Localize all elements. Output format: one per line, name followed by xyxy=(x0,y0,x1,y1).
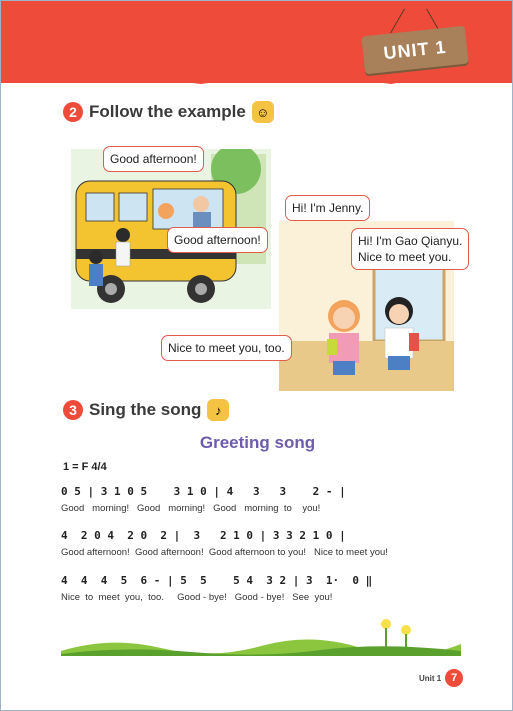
unit-label: UNIT 1 xyxy=(382,36,448,64)
section-title: Follow the example xyxy=(89,102,246,121)
footer-unit: Unit 1 xyxy=(419,673,442,683)
page-footer xyxy=(419,669,463,687)
speech-bubble: Good afternoon! xyxy=(167,227,268,253)
speaking-children-icon: ☺ xyxy=(252,101,274,123)
page-number: 7 xyxy=(445,669,463,687)
speech-bubble: Good afternoon! xyxy=(103,146,204,172)
score-lyrics: Nice to meet you, too. Good - bye! Good - bye! See you! xyxy=(61,592,333,603)
speech-bubble: Hi! I'm Jenny. xyxy=(285,195,370,221)
score-notes: 4 2 0 4 2 0 2 | 3 2 1 0 | 3 3 2 1 0 | xyxy=(61,529,346,542)
section-title: Sing the song xyxy=(89,400,202,419)
song-title: Greeting song xyxy=(199,433,316,452)
bubble-line: Hi! I'm Gao Qianyu. xyxy=(358,234,463,248)
score-lyrics: Good morning! Good morning! Good morning to you! xyxy=(61,503,321,514)
section-2-heading xyxy=(63,101,274,123)
section-3-heading xyxy=(63,399,229,421)
score-notes: 4 4 4 5 6 - | 5 5 5 4 3 2 | 3 1· 0 ‖ xyxy=(61,574,373,587)
score-notes: 0 5 | 3 1 0 5 3 1 0 | 4 3 3 2 - | xyxy=(61,485,346,498)
speech-bubble xyxy=(351,228,469,270)
section-number: 2 xyxy=(63,102,83,122)
bubble-line: Nice to meet you. xyxy=(358,250,452,264)
banner-torn-edge xyxy=(1,71,513,91)
singing-child-icon: ♪ xyxy=(207,399,229,421)
section-number: 3 xyxy=(63,400,83,420)
speech-bubble: Nice to meet you, too. xyxy=(161,335,292,361)
score-lyrics: Good afternoon! Good afternoon! Good afternoon to you! Nice to meet you! xyxy=(61,547,388,558)
song-key: 1 = F 4/4 xyxy=(63,461,107,473)
grass-decoration xyxy=(61,616,461,656)
